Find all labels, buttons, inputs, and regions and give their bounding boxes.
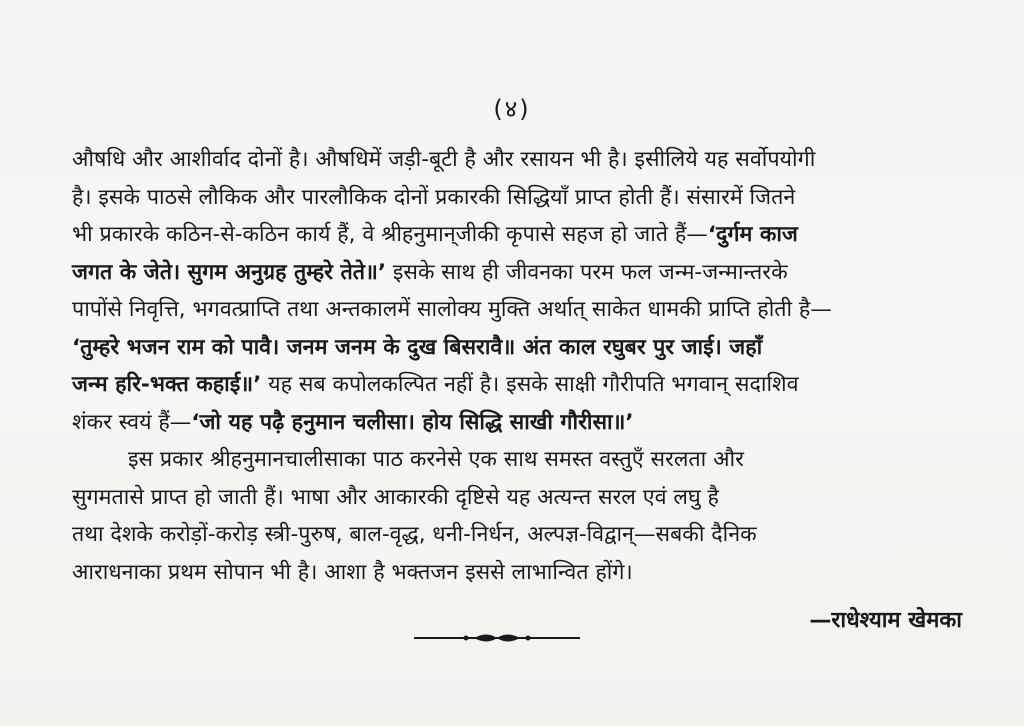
text-line <box>72 141 962 179</box>
quote-segment: ‘दुर्गम काज <box>707 222 798 247</box>
text-line <box>72 254 962 292</box>
page-number: (४) <box>493 95 531 123</box>
text-segment: यह सब कपोलकल्पित नहीं है। इसके साक्षी गौरीपति भगवान् सदाशिव <box>261 372 799 397</box>
text-segment: इस प्रकार श्रीहनुमानचालीसाका पाठ करनेसे एक साथ समस्त वस्तुएँ सरलता और <box>128 447 744 472</box>
text-line <box>72 329 962 367</box>
quote-segment: ‘जो यह पढ़ै हनुमान चलीसा। होय सिद्धि साखी गौरीसा॥’ <box>191 409 634 435</box>
text-line <box>72 479 962 517</box>
text-segment: पापोंसे निवृत्ति, भगवत्प्राप्ति तथा अन्तकालमें सालोक्य मुक्ति अर्थात् साकेत धामकी प्राप्ति होती है— <box>72 297 832 322</box>
quote-segment: जन्म हरि-भक्त कहाई॥’ <box>72 372 262 397</box>
text-line <box>72 441 962 479</box>
text-segment: औषधि और आशीर्वाद दोनों है। औषधिमें जड़ी-बूटी है और रसायन भी है। इसीलिये यह सर्वोपयोगी <box>72 147 816 172</box>
body-text <box>72 141 962 591</box>
ornament-divider <box>412 630 582 646</box>
text-line <box>72 291 962 329</box>
text-line <box>72 554 962 592</box>
text-segment: तथा देशके करोड़ों-करोड़ स्त्री-पुरुष, बाल-वृद्ध, धनी-निर्धन, अल्पज्ञ-विद्वान्—सबकी दैनिक <box>72 522 757 547</box>
text-segment: है। इसके पाठसे लौकिक और पारलौकिक दोनों प्रकारकी सिद्धियाँ प्राप्त होती हैं। संसारमें जितने <box>72 184 796 210</box>
author-signature: —राधेश्याम खेमका <box>809 608 962 633</box>
text-line <box>72 179 962 217</box>
text-segment: शंकर स्वयं हैं— <box>72 409 192 435</box>
text-line <box>72 216 962 254</box>
text-segment: भी प्रकारके कठिन-से-कठिन कार्य हैं, वे श्रीहनुमान्‌जीकी कृपासे सहज हो जाते हैं— <box>72 222 708 247</box>
quote-segment: ‘तुम्हरे भजन राम को पावै। जनम जनम के दुख बिसरावै॥ अंत काल रघुबर पुर जाई। जहाँ <box>72 334 763 360</box>
text-line <box>72 366 962 404</box>
text-line <box>72 404 962 442</box>
text-segment: आराधनाका प्रथम सोपान भी है। आशा है भक्तजन इससे लाभान्वित होंगे। <box>72 559 633 585</box>
text-segment: इसके साथ ही जीवनका परम फल जन्म-जन्मान्तरके <box>386 259 788 285</box>
text-line <box>72 516 962 554</box>
quote-segment: जगत के जेते। सुगम अनुग्रह तुम्हरे तेते॥’ <box>72 259 387 285</box>
text-segment: सुगमतासे प्राप्त हो जाती हैं। भाषा और आकारकी दृष्टिसे यह अत्यन्त सरल एवं लघु है <box>72 484 719 510</box>
